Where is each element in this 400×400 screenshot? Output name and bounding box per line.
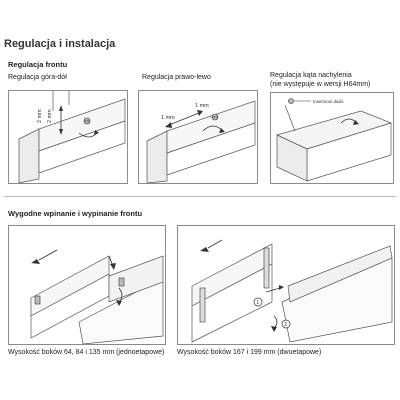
diagram-mount-single xyxy=(8,225,166,345)
caption-mount-single: Wysokość boków 64, 84 i 135 mm (jednoetapowe) xyxy=(8,349,165,356)
label-2mm-b: 2 mm xyxy=(47,109,53,123)
section-divider xyxy=(4,196,396,197)
diagram-mount-two-step xyxy=(177,225,395,345)
diagram-left-right xyxy=(138,90,258,184)
section-title-mount: Wygodne wpinanie i wypinanie frontu xyxy=(8,209,143,218)
diagram-up-down xyxy=(8,90,128,184)
section-title-adjust: Regulacja frontu xyxy=(8,60,68,69)
caption-tilt-line2: (nie występuje w wersji H64mm) xyxy=(270,81,371,88)
label-1mm-a: 1 mm xyxy=(161,115,175,121)
caption-mount-two-step: Wysokość boków 167 i 199 mm (dwuetapowe) xyxy=(177,349,322,356)
label-2mm-a: 2 mm xyxy=(37,109,43,123)
caption-up-down: Regulacja góra-dół xyxy=(8,74,67,81)
label-tilt-screw: Inserzioni dado xyxy=(313,99,344,104)
caption-tilt-line1: Regulacja kąta nachylenia xyxy=(270,72,352,79)
page-title: Regulacja i instalacja xyxy=(4,38,116,50)
step-2: 2 xyxy=(284,322,288,328)
diagram-tilt xyxy=(270,92,394,184)
step-1: 1 xyxy=(256,300,260,306)
label-1mm-b: 1 mm xyxy=(195,103,209,109)
caption-left-right: Regulacja prawo-lewo xyxy=(142,74,211,81)
